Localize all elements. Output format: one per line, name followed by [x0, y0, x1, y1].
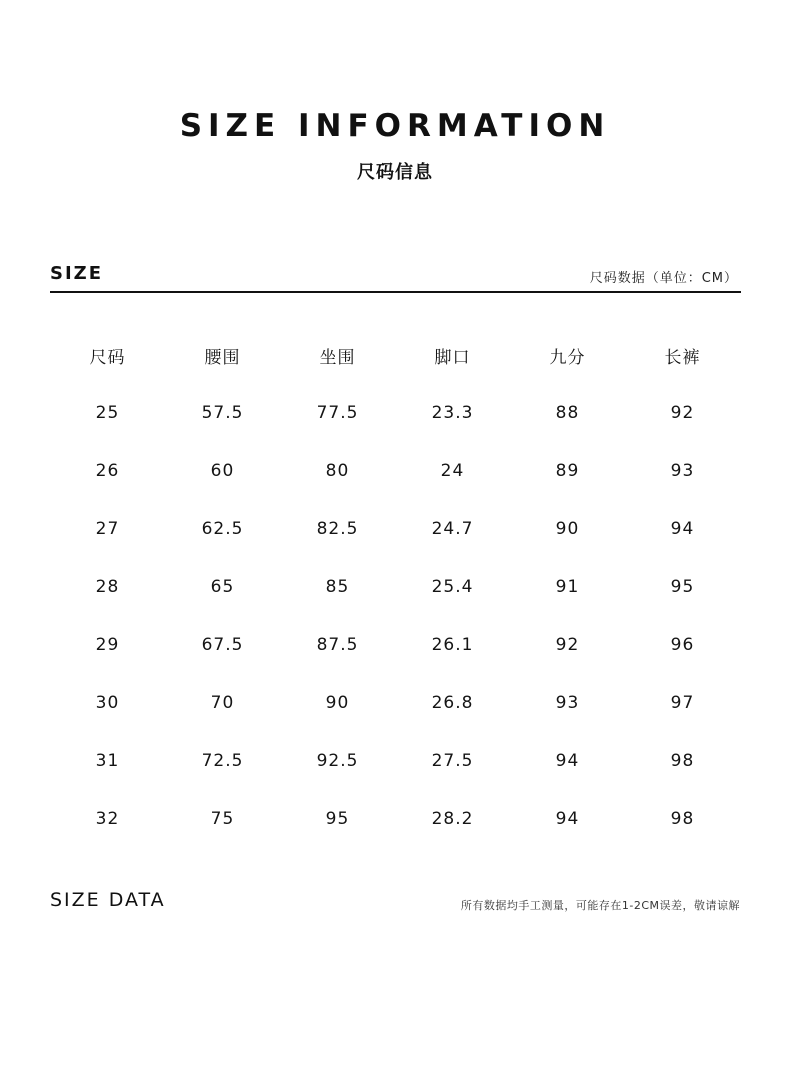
table-cell: 98 — [670, 809, 695, 829]
table-cell: 26 — [95, 461, 120, 481]
table-cell: 26.1 — [431, 635, 474, 655]
table-cell: 25.4 — [431, 577, 474, 597]
table-cell: 27 — [95, 519, 120, 539]
table-cell: 92 — [670, 403, 695, 423]
table-cell: 89 — [555, 461, 580, 481]
table-cell: 67.5 — [201, 635, 244, 655]
table-row — [50, 558, 740, 616]
table-cell: 98 — [670, 751, 695, 771]
table-cell: 95 — [670, 577, 695, 597]
table-cell: 75 — [210, 809, 235, 829]
table-cell: 97 — [670, 693, 695, 713]
table-cell: 28 — [95, 577, 120, 597]
table-cell: 93 — [555, 693, 580, 713]
table-row — [50, 384, 740, 442]
table-header-row — [50, 326, 740, 384]
table-cell: 27.5 — [431, 751, 474, 771]
table-cell: 23.3 — [431, 403, 474, 423]
column-header: 九分 — [549, 347, 586, 368]
table-cell: 26.8 — [431, 693, 474, 713]
table-cell: 80 — [325, 461, 350, 481]
table-cell: 92.5 — [316, 751, 359, 771]
table-cell: 60 — [210, 461, 235, 481]
table-row — [50, 790, 740, 848]
table-cell: 85 — [325, 577, 350, 597]
page-title: SIZE INFORMATION — [179, 108, 611, 144]
table-cell: 91 — [555, 577, 580, 597]
table-cell: 32 — [95, 809, 120, 829]
table-cell: 72.5 — [201, 751, 244, 771]
table-cell: 24.7 — [431, 519, 474, 539]
column-header: 腰围 — [204, 347, 241, 368]
table-cell: 88 — [555, 403, 580, 423]
table-cell: 31 — [95, 751, 120, 771]
unit-note: 尺码数据（单位：CM） — [589, 271, 738, 286]
column-header: 尺码 — [89, 347, 126, 368]
section-label: SIZE — [50, 263, 104, 284]
table-cell: 70 — [210, 693, 235, 713]
table-cell: 93 — [670, 461, 695, 481]
table-cell: 90 — [555, 519, 580, 539]
size-table — [50, 326, 740, 848]
table-cell: 82.5 — [316, 519, 359, 539]
table-cell: 30 — [95, 693, 120, 713]
column-header: 坐围 — [319, 347, 356, 368]
table-row — [50, 732, 740, 790]
table-cell: 96 — [670, 635, 695, 655]
table-row — [50, 500, 740, 558]
measurement-note: 所有数据均手工测量，可能存在1-2CM误差，敬请谅解 — [460, 899, 740, 912]
section-divider — [50, 291, 741, 293]
table-cell: 28.2 — [431, 809, 474, 829]
table-cell: 29 — [95, 635, 120, 655]
table-cell: 77.5 — [316, 403, 359, 423]
table-cell: 87.5 — [316, 635, 359, 655]
table-cell: 92 — [555, 635, 580, 655]
table-cell: 90 — [325, 693, 350, 713]
column-header: 脚口 — [434, 347, 471, 368]
table-row — [50, 442, 740, 500]
table-cell: 24 — [440, 461, 465, 481]
table-cell: 62.5 — [201, 519, 244, 539]
page-subtitle: 尺码信息 — [357, 162, 433, 183]
footer-label: SIZE DATA — [50, 889, 166, 911]
table-cell: 94 — [555, 751, 580, 771]
table-cell: 94 — [670, 519, 695, 539]
table-cell: 25 — [95, 403, 120, 423]
table-row — [50, 674, 740, 732]
table-cell: 57.5 — [201, 403, 244, 423]
column-header: 长裤 — [664, 347, 701, 368]
table-cell: 95 — [325, 809, 350, 829]
table-cell: 65 — [210, 577, 235, 597]
table-cell: 94 — [555, 809, 580, 829]
table-row — [50, 616, 740, 674]
